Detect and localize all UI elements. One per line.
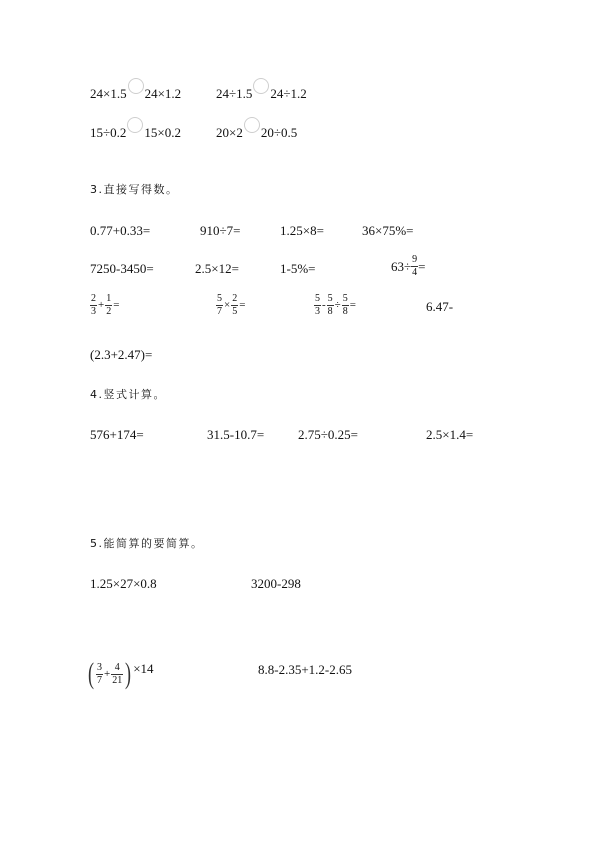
numerator: 5 (315, 293, 320, 304)
operator: + (104, 667, 111, 680)
problem-fraction (86, 659, 154, 689)
section-3-title: 3.直接写得数。 (90, 183, 179, 196)
section-5-title: 5.能简算的要简算。 (90, 537, 204, 550)
compare-circle-blank[interactable] (127, 117, 143, 133)
fraction (314, 294, 321, 317)
problem-fraction (90, 294, 120, 317)
fraction (90, 294, 97, 317)
fraction (96, 663, 103, 686)
problem: 3200-298 (251, 576, 301, 591)
fraction (342, 294, 349, 317)
equals: = (113, 299, 120, 311)
operator: × (224, 299, 231, 311)
denominator: 21 (112, 674, 123, 686)
problem: (2.3+2.47)= (90, 347, 153, 362)
denominator: 3 (91, 306, 96, 317)
equals: = (349, 299, 356, 311)
problem: 31.5-10.7= (207, 427, 265, 442)
numerator: 4 (111, 663, 123, 675)
fraction (216, 294, 223, 317)
denominator: 7 (97, 674, 102, 686)
problem: 2.5×1.4= (426, 427, 474, 442)
compare-circle-blank[interactable] (128, 78, 144, 94)
compare-row-1b (216, 84, 307, 100)
numerator: 3 (97, 661, 102, 673)
problem: 6.47- (426, 299, 454, 314)
operator: - (322, 299, 326, 311)
numerator: 9 (412, 254, 418, 265)
fraction (111, 663, 123, 686)
numerator: 2 (232, 293, 238, 304)
left-paren: ( (88, 657, 94, 690)
expression: 20×2 (216, 125, 243, 140)
equals: = (418, 259, 426, 274)
expression: 15÷0.2 (90, 125, 127, 140)
compare-row-1 (90, 84, 181, 100)
expression: 24×1.2 (144, 86, 182, 101)
compare-row-2b (216, 123, 297, 139)
problem: 1.25×27×0.8 (90, 576, 157, 591)
equals: = (239, 299, 246, 311)
problem: 8.8-2.35+1.2-2.65 (258, 662, 352, 677)
problem: 1-5%= (280, 261, 316, 276)
numerator: 5 (217, 293, 222, 304)
expression: 63÷ (391, 259, 412, 274)
problem: 910÷7= (200, 223, 241, 238)
expression: ×14 (133, 660, 154, 676)
numerator: 5 (327, 293, 333, 304)
problem: 1.25×8= (280, 223, 324, 238)
problem: 36×75%= (362, 223, 414, 238)
expression: 24÷1.2 (270, 86, 307, 101)
denominator: 7 (217, 306, 222, 317)
operator: + (98, 299, 105, 311)
problem: 576+174= (90, 427, 144, 442)
compare-circle-blank[interactable] (244, 117, 260, 133)
operator: ÷ (334, 299, 341, 311)
numerator: 2 (91, 293, 96, 304)
compare-row-2 (90, 123, 181, 139)
denominator: 8 (342, 306, 348, 317)
denominator: 5 (232, 306, 238, 317)
compare-circle-blank[interactable] (253, 78, 269, 94)
expression: 24÷1.5 (216, 86, 253, 101)
fraction (327, 294, 334, 317)
expression: 24×1.5 (90, 86, 127, 101)
denominator: 4 (412, 267, 418, 278)
right-paren: ) (125, 657, 132, 690)
problem: 7250-3450= (90, 261, 154, 276)
denominator: 3 (315, 306, 320, 317)
denominator: 8 (327, 306, 333, 317)
expression: 15×0.2 (144, 125, 181, 140)
expression: 20÷0.5 (260, 125, 298, 140)
numerator: 1 (106, 293, 112, 304)
fraction (105, 294, 112, 317)
problem-fraction (216, 294, 246, 317)
problem: 0.77+0.33= (90, 223, 151, 238)
section-4-title: 4.竖式计算。 (90, 388, 166, 401)
problem: 2.75÷0.25= (298, 427, 358, 442)
problem-fraction (391, 255, 425, 278)
denominator: 2 (106, 306, 112, 317)
numerator: 5 (342, 293, 348, 304)
problem: 2.5×12= (195, 261, 239, 276)
fraction (231, 294, 238, 317)
problem-fraction (314, 294, 357, 317)
